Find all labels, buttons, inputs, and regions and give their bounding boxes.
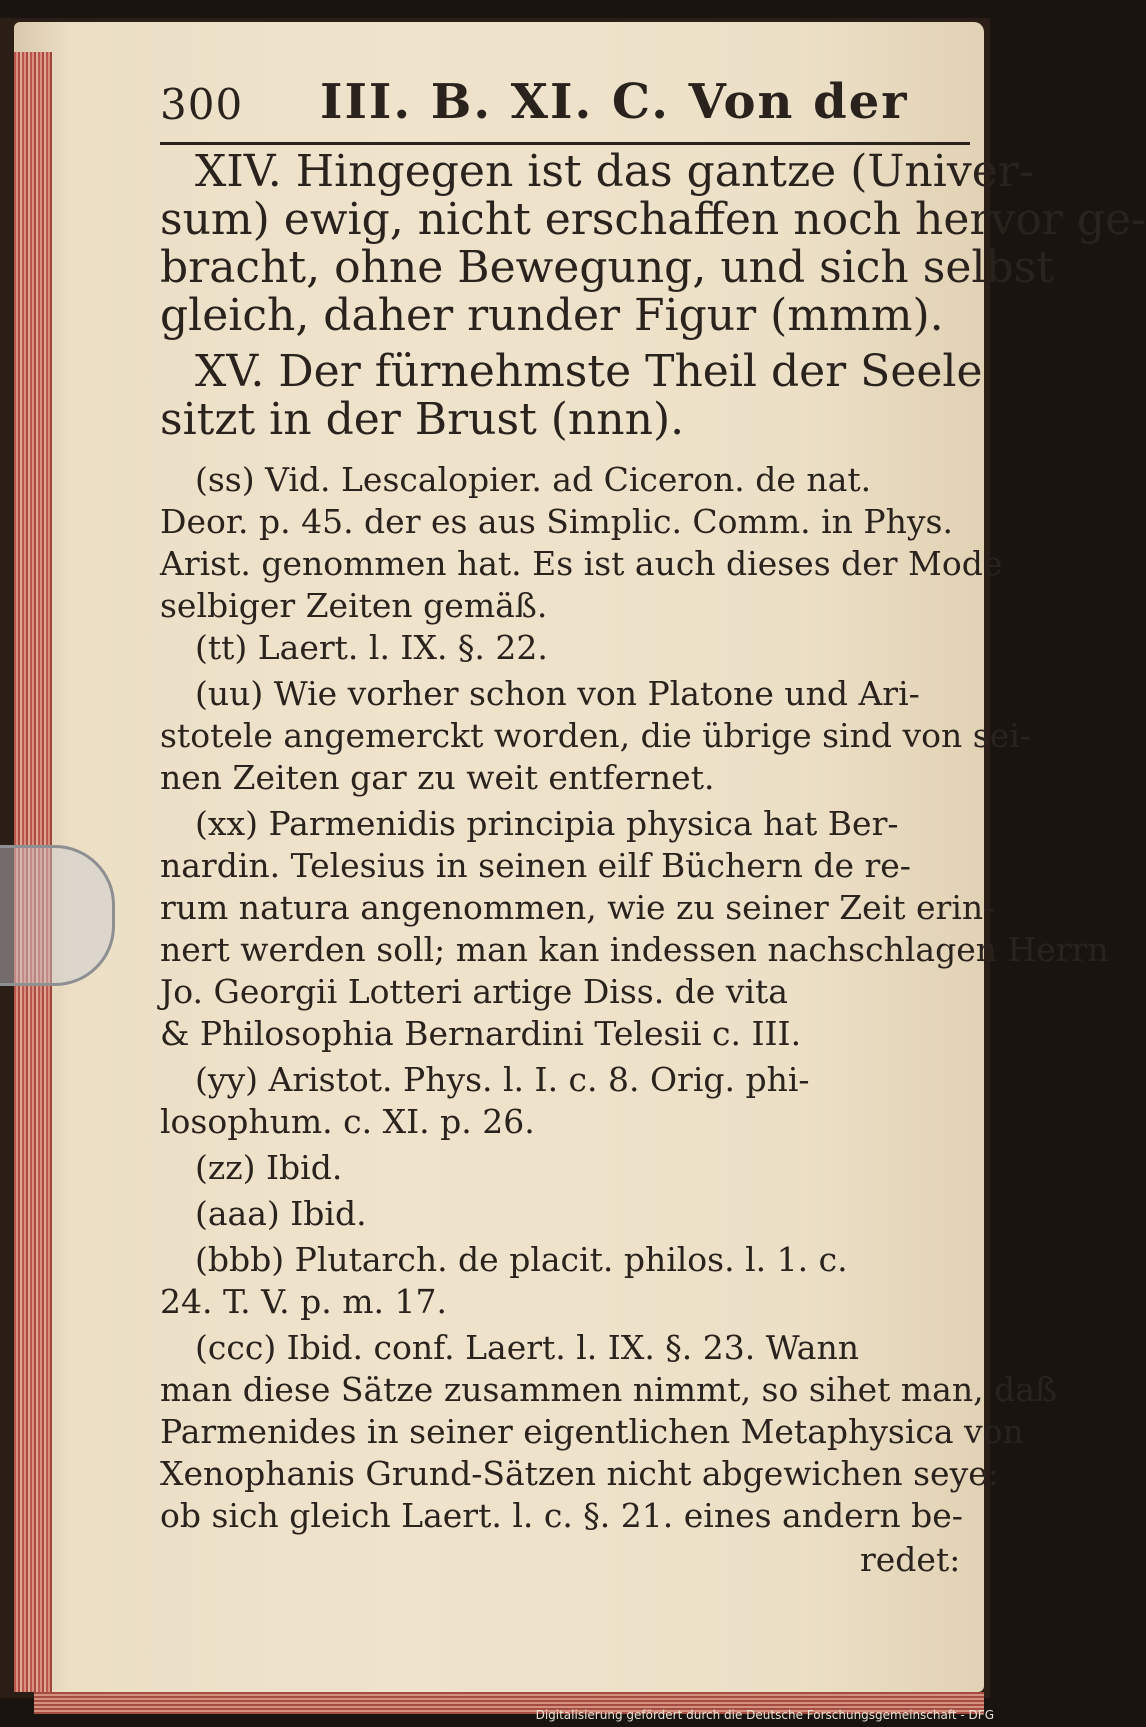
- footnote-line: & Philosophia Bernardini Telesii c. III.: [160, 1014, 802, 1053]
- running-head: III. B. XI. C. Von der: [320, 74, 909, 130]
- paragraph-line: XIV. Hingegen ist das gantze (Univer-: [195, 146, 1034, 197]
- footnote-line: (tt) Laert. l. IX. §. 22.: [195, 628, 548, 667]
- page-number: 300: [160, 80, 244, 129]
- footnote-line: losophum. c. XI. p. 26.: [160, 1102, 535, 1141]
- footnote-line: selbiger Zeiten gemäß.: [160, 586, 548, 625]
- footnote-line: man diese Sätze zusammen nimmt, so sihet man, daß: [160, 1370, 1057, 1409]
- paragraph-line: sum) ewig, nicht erschaffen noch hervor ge-: [160, 194, 1146, 245]
- page-header: [160, 70, 970, 145]
- footnote-line: stotele angemerckt worden, die übrige sind von sei-: [160, 716, 1031, 755]
- footnote-line: Deor. p. 45. der es aus Simplic. Comm. in Phys.: [160, 502, 953, 541]
- footnote-line: nert werden soll; man kan indessen nachschlagen Herrn: [160, 930, 1109, 969]
- footnote-line: (uu) Wie vorher schon von Platone und Ari-: [195, 674, 920, 713]
- footnote-line: nardin. Telesius in seinen eilf Büchern de re-: [160, 846, 911, 885]
- paragraph-line: sitzt in der Brust (nnn).: [160, 394, 685, 445]
- footnote-line: 24. T. V. p. m. 17.: [160, 1282, 448, 1321]
- footnote-line: Arist. genommen hat. Es ist auch dieses der Mode: [160, 544, 1003, 583]
- footnote-line: (yy) Aristot. Phys. l. I. c. 8. Orig. phi-: [195, 1060, 810, 1099]
- footnote-line: (xx) Parmenidis principia physica hat Ber-: [195, 804, 899, 843]
- footnote-line: (aaa) Ibid.: [195, 1194, 367, 1233]
- catchword: redet:: [860, 1540, 961, 1579]
- footnote-line: (ccc) Ibid. conf. Laert. l. IX. §. 23. Wann: [195, 1328, 859, 1367]
- footnote-line: (bbb) Plutarch. de placit. philos. l. 1. c.: [195, 1240, 848, 1279]
- text-block: [160, 70, 1146, 1579]
- footnote-line: rum natura angenommen, wie zu seiner Zeit erin-: [160, 888, 995, 927]
- footnote-line: Xenophanis Grund-Sätzen nicht abgewichen seye:: [160, 1454, 999, 1493]
- footnote-line: (zz) Ibid.: [195, 1148, 343, 1187]
- footnote-line: (ss) Vid. Lescalopier. ad Ciceron. de nat.: [195, 460, 872, 499]
- footnote-line: Parmenides in seiner eigentlichen Metaphysica von: [160, 1412, 1024, 1451]
- page-clip: [0, 845, 115, 986]
- paragraph-line: XV. Der fürnehmste Theil der Seele: [195, 346, 983, 397]
- paragraph-line: gleich, daher runder Figur (mmm).: [160, 290, 944, 341]
- footnote-line: nen Zeiten gar zu weit entfernet.: [160, 758, 715, 797]
- footnote-line: Jo. Georgii Lotteri artige Diss. de vita: [160, 972, 788, 1011]
- digitization-credit: Digitalisierung gefördert durch die Deutsche Forschungsgemeinschaft - DFG: [535, 1708, 994, 1722]
- paragraph-line: bracht, ohne Bewegung, und sich selbst: [160, 242, 1054, 293]
- footnote-line: ob sich gleich Laert. l. c. §. 21. eines andern be-: [160, 1496, 963, 1535]
